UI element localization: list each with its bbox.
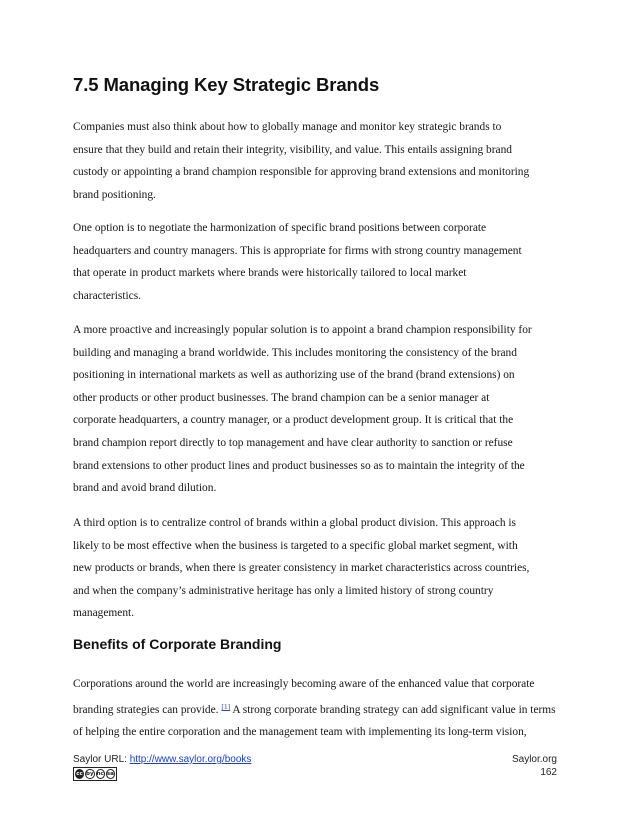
paragraph-line: and when the company’s administrative heritage has only a limited history of strong country [73,584,494,597]
paragraph-line: Corporations around the world are increasingly becoming aware of the enhanced value that corporate [73,678,535,690]
paragraph-line: ensure that they build and retain their integrity, visibility, and value. This entails assigning brand [73,143,512,156]
noncommercial-icon: nc [96,771,104,777]
creative-commons-license-icon [73,767,117,781]
paragraph-3 [73,319,563,500]
paragraph-line: building and managing a brand worldwide. This includes monitoring the consistency of the brand [73,346,517,359]
paragraph-line: management. [73,607,135,620]
paragraph-line: custody or appointing a brand champion responsible for approving brand extensions and monitoring [73,166,530,179]
paragraph-line: brand and avoid brand dilution. [73,482,217,495]
paragraph-line: brand extensions to other product lines and product businesses so as to maintain the integrity of the [73,459,525,472]
paragraph-line: of helping the entire corporation and the management team with implementing its long-term vision, [73,726,527,739]
paragraph-line: branding strategies can provide. [73,703,219,716]
paragraph-line: that operate in product markets where brands were historically tailored to local market [73,267,467,280]
paragraph-1 [73,116,563,206]
paragraph-line: Companies must also think about how to globally manage and monitor key strategic brands to [73,121,502,133]
paragraph-2 [73,217,563,307]
attribution-icon: by [86,771,94,777]
paragraph-line: characteristics. [73,289,141,302]
footer-publisher-block [512,754,557,779]
paragraph-line: One option is to negotiate the harmonization of specific brand positions between corporate [73,222,487,234]
footer-publisher: Saylor.org [511,754,557,765]
paragraph-line: corporate headquarters, a country manager, or a product development group. It is critical that the [73,414,514,427]
paragraph-4 [73,512,563,625]
paragraph-line: headquarters and country managers. This is appropriate for firms with strong country management [73,244,522,257]
paragraph-line: brand positioning. [73,188,156,201]
paragraph-line: A strong corporate branding strategy can add significant value in terms [232,703,556,716]
sharealike-icon: sa [106,771,114,777]
page-number: 162 [540,766,557,778]
section-title: 7.5 Managing Key Strategic Brands [73,74,380,95]
paragraph-line: A third option is to centralize control of brands within a global product division. This approach is [73,517,516,529]
paragraph-line: A more proactive and increasingly popular solution is to appoint a brand champion responsibility for [73,324,532,336]
footer-source [73,754,251,765]
paragraph-line: likely to be most effective when the business is targeted to a specific global market segment, with [73,539,518,552]
footer-url-link[interactable]: http://www.saylor.org/books [129,754,252,765]
paragraph-line: new products or brands, when there is greater consistency in market characteristics across countries, [73,562,530,575]
paragraph-line: positioning in international markets as well as authorizing use of the brand (brand extensions) on [73,369,515,382]
cc-icon: cc [76,771,83,777]
paragraph-5 [73,673,563,744]
footer-url-label: Saylor URL: [73,754,127,765]
paragraph-line: other products or other product businesses. The brand champion can be a senior manager at [73,391,490,404]
subsection-heading: Benefits of Corporate Branding [73,636,282,652]
paragraph-line: brand champion report directly to top management and have clear authority to sanction or refuse [73,436,513,449]
footnote-link[interactable]: [1] [221,701,231,711]
